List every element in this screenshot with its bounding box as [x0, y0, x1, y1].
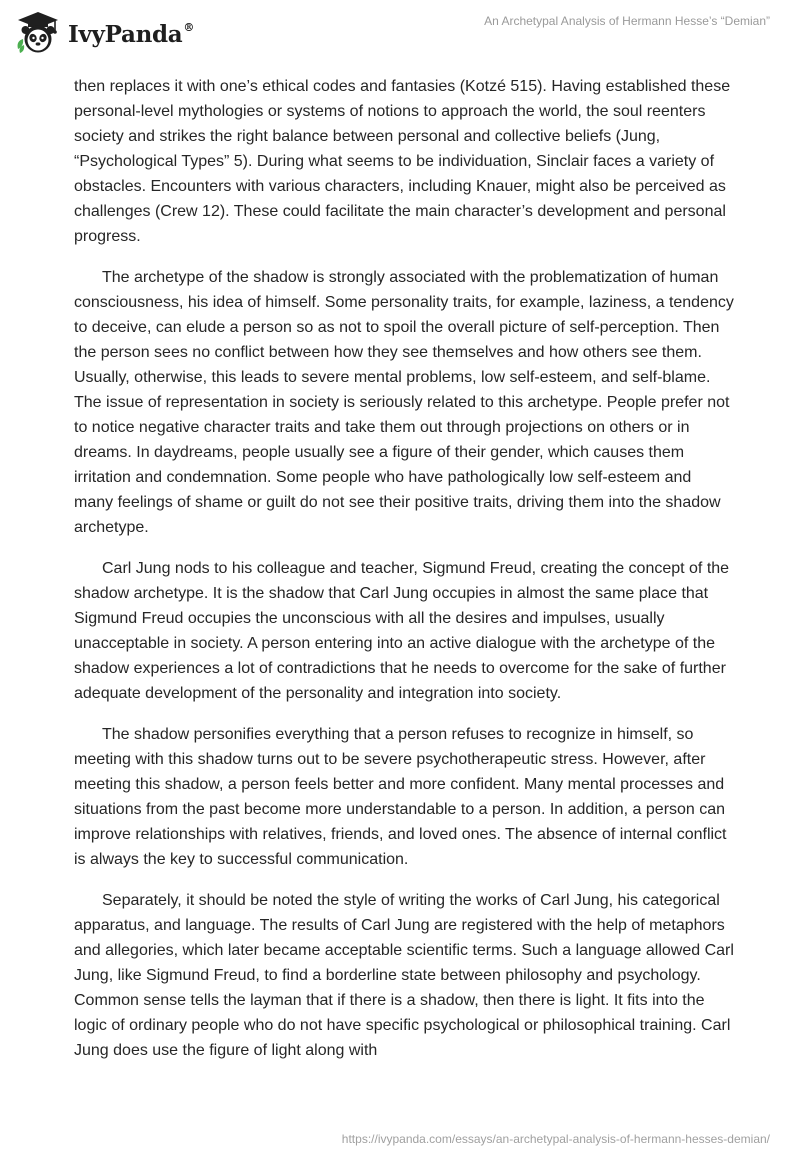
brand-logo[interactable]: [14, 8, 194, 58]
registered-mark: ®: [183, 20, 195, 34]
paragraph: The shadow personifies everything that a person refuses to recognize in himself, so meeting with this shadow turns out to be severe psychotherapeutic stress. However, after meeting this shadow, a person feels better and more confident. Many mental processes and situations from the past become more understandable to a person. In addition, a person can improve relationships with relatives, friends, and loved ones. The absence of internal conflict is always the key to successful communication.: [74, 726, 727, 868]
paragraph: Separately, it should be noted the style of writing the works of Carl Jung, his categorical apparatus, and language. The results of Carl Jung are registered with the help of metaphors and allegories, which later became acceptable scientific terms. Such a language allowed Carl Jung, like Sigmund Freud, to find a borderline state between philosophy and psychology. Common sense tells the layman that if there is a shadow, then there is light. It fits into the logic of ordinary people who do not have specific psychological or philosophical training. Carl Jung does use the figure of light along with: [74, 892, 734, 1059]
essay-body: [74, 74, 734, 1079]
document-title: An Archetypal Analysis of Hermann Hesse’s “Demian”: [484, 14, 770, 28]
page-header: [0, 0, 800, 70]
panda-graduate-icon: [14, 9, 62, 57]
paragraph: The archetype of the shadow is strongly associated with the problematization of human consciousness, his idea of himself. Some personality traits, for example, laziness, a tendency to deceive, can elude a person so as not to spoil the overall picture of self-perception. Then the person sees no conflict between how they see themselves and how others see them. Usually, otherwise, this leads to severe mental problems, low self-esteem, and self-blame. The issue of representation in society is seriously related to this archetype. People prefer not to notice negative character traits and take them out through projections on others or in dreams. In daydreams, people usually see a figure of their gender, which causes them irritation and condemnation. Some people who have pathologically low self-esteem and many feelings of shame or guilt do not see their positive traits, driving them into the shadow archetype.: [74, 269, 734, 536]
paragraph: Carl Jung nods to his colleague and teacher, Sigmund Freud, creating the concept of the shadow archetype. It is the shadow that Carl Jung occupies in almost the same place that Sigmund Freud occupies the unconscious with all the desires and impulses, usually unacceptable in society. A person entering into an active dialogue with the archetype of the shadow experiences a lot of contradictions that he needs to overcome for the sake of further adequate development of the personality and integration into society.: [74, 560, 730, 702]
brand-name: IvyPanda®: [68, 20, 195, 48]
paragraph-continuation: then replaces it with one’s ethical codes and fantasies (Kotzé 515). Having established these personal-level mythologies or systems of notions to approach the world, the soul reenters society and strikes the right balance between personal and collective beliefs (Jung, “Psychological Types” 5). During what seems to be individuation, Sinclair faces a variety of obstacles. Encounters with various characters, including Knauer, might also be perceived as challenges (Crew 12). These could facilitate the main character’s development and personal progress.: [74, 78, 731, 245]
source-url[interactable]: https://ivypanda.com/essays/an-archetypal-analysis-of-hermann-hesses-demian/: [341, 1132, 770, 1146]
